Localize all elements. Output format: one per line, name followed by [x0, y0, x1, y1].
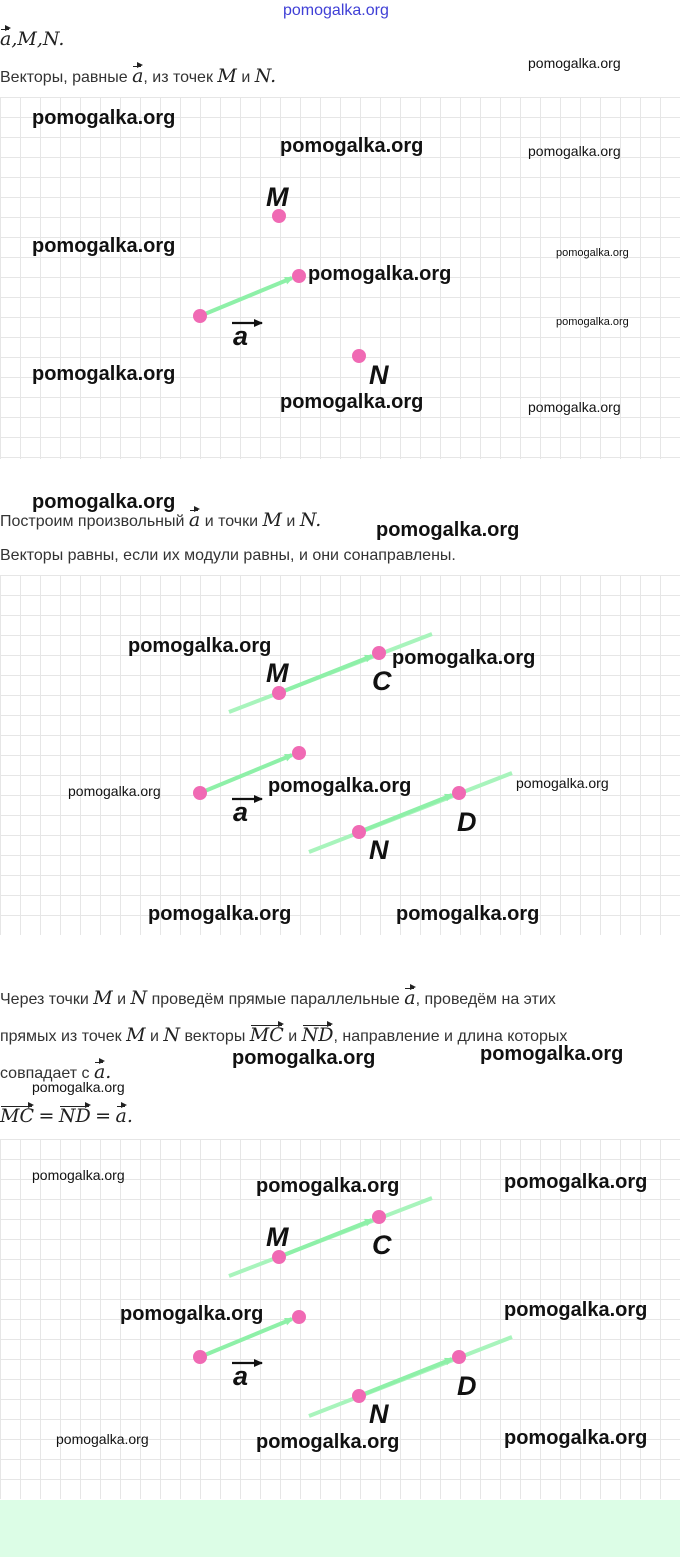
label-m: M [266, 182, 289, 212]
vector-a-end-point [292, 746, 306, 760]
watermark: pomogalka.org [32, 491, 176, 513]
step2-text-tail: , проведём на этих [415, 991, 556, 1008]
point-m-symbol: M [93, 987, 113, 1009]
watermark: pomogalka.org [396, 903, 540, 925]
vector-a-symbol: a [404, 987, 416, 1009]
label-m: M [266, 658, 289, 688]
vector-mc [279, 656, 372, 693]
vector-a-start-point [193, 309, 207, 323]
question-text-and: и [241, 69, 251, 86]
vector-nd-symbol: ND [58, 1105, 91, 1127]
point-m [272, 1250, 286, 1264]
vector-a-symbol: a [188, 509, 201, 531]
point-m-symbol: M [217, 65, 237, 87]
watermark: pomogalka.org [256, 1431, 400, 1453]
watermark: pomogalka.org [32, 363, 176, 385]
watermark: pomogalka.org [504, 1427, 648, 1449]
point-c [372, 646, 386, 660]
step2-line3-start: совпадает с [0, 1065, 90, 1082]
point-n-symbol: N [130, 987, 148, 1009]
label-a: a [233, 797, 249, 827]
watermark: pomogalka.org [392, 647, 536, 669]
question-line [0, 65, 276, 87]
watermark: pomogalka.org [376, 519, 520, 541]
vector-a-symbol: a [93, 1061, 106, 1083]
step1-end: . [315, 509, 322, 531]
point-n [352, 825, 366, 839]
watermark: pomogalka.org [528, 55, 621, 71]
point-m-symbol: M [262, 509, 282, 531]
point-m [272, 686, 286, 700]
watermark: pomogalka.org [32, 1079, 125, 1095]
vector-a-end-point [292, 269, 306, 283]
label-a: a [233, 1361, 249, 1391]
watermark: pomogalka.org [32, 1167, 125, 1183]
vector-a-symbol: a [0, 28, 12, 50]
step2-line2-start: прямых из точек [0, 1028, 122, 1045]
point-n-symbol: N [254, 65, 271, 87]
watermark: pomogalka.org [128, 635, 272, 657]
step1-line2: Векторы равны, если их модули равны, и они сонаправлены. [0, 547, 456, 564]
label-n: N [369, 1399, 389, 1429]
step2-line2-and2: и [288, 1028, 298, 1045]
label-m: M [266, 1222, 289, 1252]
given-sep-2: , [36, 28, 43, 50]
point-n-symbol: N [42, 28, 59, 50]
point-n [352, 1389, 366, 1403]
watermark: pomogalka.org [528, 143, 621, 159]
watermark: pomogalka.org [528, 399, 621, 415]
watermark: pomogalka.org [504, 1299, 648, 1321]
watermark: pomogalka.org [480, 1043, 624, 1065]
vector-a-start-point [193, 1350, 207, 1364]
watermark: pomogalka.org [556, 247, 629, 259]
watermark: pomogalka.org [148, 903, 292, 925]
watermark: pomogalka.org [308, 263, 452, 285]
question-end: . [270, 65, 277, 87]
figure-2 [0, 575, 680, 935]
label-n: N [369, 835, 389, 865]
equals-sign: = [38, 1105, 55, 1127]
watermark: pomogalka.org [256, 1175, 400, 1197]
equals-sign: = [95, 1105, 112, 1127]
vector-a-symbol: a [115, 1105, 127, 1127]
point-d [452, 786, 466, 800]
answer-block [0, 1500, 680, 1557]
watermark: pomogalka.org [56, 1431, 149, 1447]
vector-mc [279, 1220, 372, 1257]
top-watermark: pomogalka.org [283, 2, 389, 19]
step2-line2-and1: и [150, 1028, 159, 1045]
equation-line [0, 1105, 133, 1127]
point-m-symbol: M [126, 1024, 146, 1046]
step2-line2-middle: векторы [184, 1028, 246, 1045]
vector-nd [359, 1359, 452, 1396]
point-n-symbol: N [299, 509, 316, 531]
vector-nd [359, 795, 452, 832]
step2-text-after: проведём прямые параллельные [151, 991, 400, 1008]
given-end: . [58, 28, 65, 50]
point-n [352, 349, 366, 363]
vector-mc-symbol: MC [249, 1024, 284, 1046]
vector-a-line [200, 278, 292, 316]
watermark: pomogalka.org [516, 775, 609, 791]
step1-text-start: Построим произвольный [0, 513, 185, 530]
watermark: pomogalka.org [280, 135, 424, 157]
step1-text-and: и [286, 513, 296, 530]
question-text-middle: , из точек [143, 69, 213, 86]
given-line [0, 28, 64, 50]
vector-a-start-point [193, 786, 207, 800]
watermark: pomogalka.org [120, 1303, 264, 1325]
watermark: pomogalka.org [280, 391, 424, 413]
step2-line2-after: , направление и длина которых [333, 1028, 568, 1045]
label-a: a [233, 321, 249, 351]
watermark: pomogalka.org [232, 1047, 376, 1069]
label-d: D [457, 1371, 477, 1401]
step2-text-start: Через точки [0, 991, 89, 1008]
watermark: pomogalka.org [32, 235, 176, 257]
watermark: pomogalka.org [556, 316, 629, 328]
equation-end: . [126, 1105, 133, 1127]
vector-mc-symbol: MC [0, 1105, 34, 1127]
label-n: N [369, 360, 389, 390]
label-d: D [457, 807, 477, 837]
label-c: C [372, 1230, 392, 1260]
figure-2-grid [0, 575, 680, 935]
watermark: pomogalka.org [504, 1171, 648, 1193]
vector-a-symbol: a [132, 65, 144, 87]
given-sep-1: , [11, 28, 18, 50]
step2-line1 [0, 987, 556, 1009]
point-d [452, 1350, 466, 1364]
point-c [372, 1210, 386, 1224]
question-text-start: Векторы, равные [0, 69, 128, 86]
watermark: pomogalka.org [68, 783, 161, 799]
step2-text-and: и [117, 991, 127, 1008]
watermark: pomogalka.org [268, 775, 412, 797]
vector-nd-symbol: ND [301, 1024, 334, 1046]
vector-a-end-point [292, 1310, 306, 1324]
step1-text-middle: и точки [204, 513, 259, 530]
watermark: pomogalka.org [32, 107, 176, 129]
point-m-symbol: M [17, 28, 37, 50]
step2-line3-end: . [105, 1061, 112, 1083]
label-c: C [372, 666, 392, 696]
point-n-symbol: N [163, 1024, 181, 1046]
